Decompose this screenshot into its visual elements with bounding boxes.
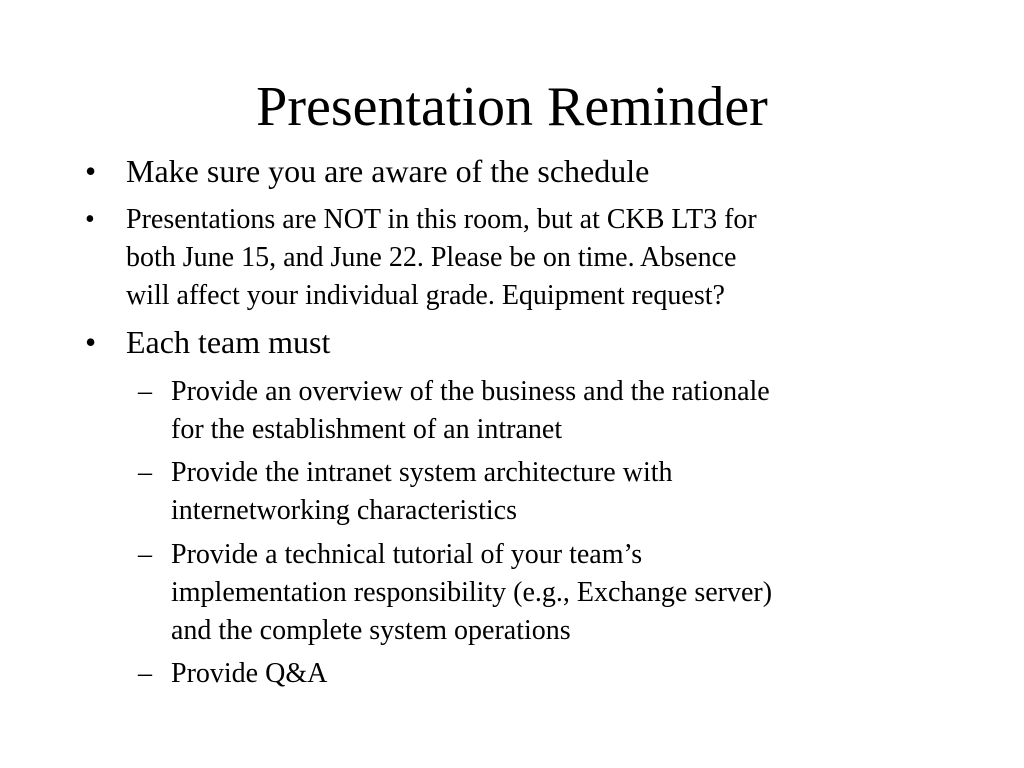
subitem-text-line: for the establishment of an intranet	[171, 414, 563, 445]
bullet-text-line: Make sure you are aware of the schedule	[126, 153, 650, 189]
subitem-overview	[138, 373, 770, 449]
subitem-text-line: Provide an overview of the business and the rationale	[171, 376, 770, 407]
subitem-tutorial	[138, 536, 773, 650]
subitem-text-line: and the complete system operations	[171, 615, 571, 646]
subitem-text-line: Provide Q&A	[171, 658, 328, 689]
dash-marker: –	[138, 457, 152, 488]
bullet-item-team-requirements	[85, 323, 331, 361]
bullet-text-line: will affect your individual grade. Equipment request?	[126, 280, 725, 311]
bullet-item-schedule	[85, 152, 650, 190]
dash-marker: –	[138, 658, 152, 689]
bullet-marker: •	[85, 324, 97, 360]
subitem-text-line: implementation responsibility (e.g., Exchange server)	[171, 577, 773, 608]
bullet-text-line: Presentations are NOT in this room, but at CKB LT3 for	[126, 204, 757, 235]
subitem-qa	[138, 655, 328, 693]
subitem-architecture	[138, 454, 673, 530]
bullet-marker: •	[85, 204, 95, 235]
subitem-text-line: Provide a technical tutorial of your team’s	[171, 539, 643, 570]
bullet-item-location	[85, 201, 757, 315]
bullet-text-line: Each team must	[126, 324, 331, 360]
dash-marker: –	[138, 539, 152, 570]
dash-marker: –	[138, 376, 152, 407]
slide-title: Presentation Reminder	[256, 76, 768, 138]
subitem-text-line: Provide the intranet system architecture with	[171, 457, 673, 488]
bullet-text-line: both June 15, and June 22. Please be on time. Absence	[126, 242, 737, 273]
bullet-marker: •	[85, 153, 97, 189]
subitem-text-line: internetworking characteristics	[171, 495, 517, 526]
